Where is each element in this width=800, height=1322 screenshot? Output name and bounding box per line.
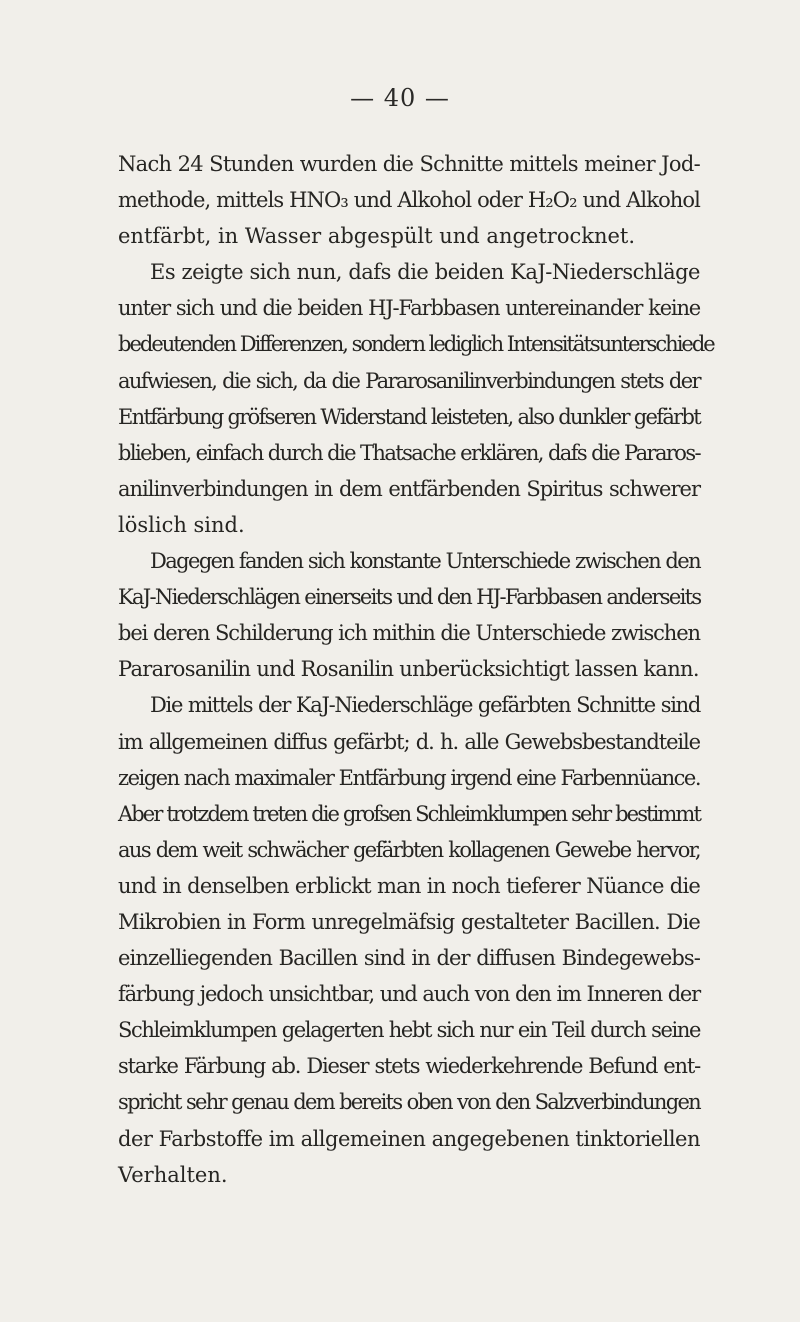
text-line: aufwiesen, die sich, da die Pararosanilinverbindungen stets der <box>118 368 700 393</box>
text-line: entfärbt, in Wasser abgespült und angetrocknet. <box>118 224 636 249</box>
text-line: Entfärbung gröfseren Widerstand leisteten, also dunkler gefärbt <box>118 404 700 429</box>
text-line: anilinverbindungen in dem entfärbenden Spiritus schwerer <box>118 476 700 501</box>
text-line: der Farbstoffe im allgemeinen angegebenen tinktoriellen <box>118 1126 700 1151</box>
text-line: starke Färbung ab. Dieser stets wiederkehrende Befund ent- <box>118 1054 700 1079</box>
text-line: unter sich und die beiden HJ-Farbbasen untereinander keine <box>118 296 700 321</box>
text-line: Nach 24 Stunden wurden die Schnitte mittels meiner Jod- <box>118 152 700 176</box>
text-line: Schleimklumpen gelagerten hebt sich nur ein Teil durch seine <box>118 1018 700 1043</box>
text-line: Dagegen fanden sich konstante Unterschiede zwischen den <box>150 549 700 574</box>
text-line: methode, mittels HNO₃ und Alkohol oder H₂O₂ und Alkohol <box>118 188 700 213</box>
text-line: und in denselben erblickt man in noch tieferer Nüance die <box>118 873 700 898</box>
text-line: KaJ-Niederschlägen einerseits und den HJ-Farbbasen anderseits <box>118 585 701 610</box>
text-line: färbung jedoch unsichtbar, und auch von den im Inneren der <box>118 982 700 1007</box>
text-line: einzelliegenden Bacillen sind in der diffusen Bindegewebs- <box>118 946 700 971</box>
text-line: Es zeigte sich nun, dafs die beiden KaJ-Niederschläge <box>150 260 700 285</box>
text-line: löslich sind. <box>118 512 245 537</box>
page-number: — 40 — <box>350 84 450 112</box>
text-line: blieben, einfach durch die Thatsache erklären, dafs die Pararos- <box>118 440 701 465</box>
text-line: zeigen nach maximaler Entfärbung irgend eine Farbennüance. <box>118 765 700 790</box>
paragraph-1 <box>118 146 700 254</box>
text-line: im allgemeinen diffus gefärbt; d. h. alle Gewebsbestandteile <box>118 729 700 754</box>
text-line: aus dem weit schwächer gefärbten kollagenen Gewebe hervor, <box>118 837 700 862</box>
paragraph-3 <box>118 543 700 687</box>
text-line: Pararosanilin und Rosanilin unberücksichtigt lassen kann. <box>118 657 699 682</box>
text-line: Verhalten. <box>118 1162 228 1187</box>
text-line: spricht sehr genau dem bereits oben von den Salzverbindungen <box>118 1090 700 1115</box>
text-line: bei deren Schilderung ich mithin die Unterschiede zwischen <box>118 621 700 646</box>
text-line: Die mittels der KaJ-Niederschläge gefärbten Schnitte sind <box>150 693 700 718</box>
text-line: Aber trotzdem treten die grofsen Schleimklumpen sehr bestimmt <box>118 801 700 826</box>
body-text <box>118 146 714 1193</box>
paragraph-4 <box>118 687 700 1192</box>
text-line: Mikrobien in Form unregelmäfsig gestalteter Bacillen. Die <box>118 909 700 934</box>
text-line: bedeutenden Differenzen, sondern lediglich Intensitätsunterschiede <box>118 332 714 357</box>
paragraph-2 <box>118 254 714 543</box>
